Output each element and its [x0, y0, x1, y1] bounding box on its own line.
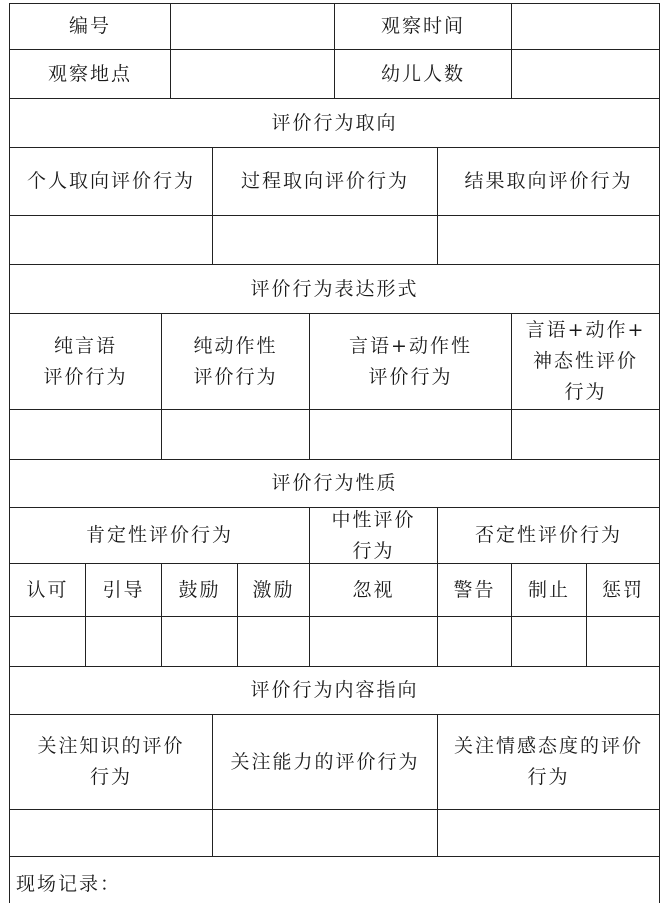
- observation-place-field[interactable]: [170, 50, 334, 98]
- expression-input-4[interactable]: [511, 410, 659, 459]
- header-row-2: [10, 50, 659, 99]
- orientation-input-row: [10, 216, 659, 265]
- nature-item-encourage: 鼓励: [161, 564, 237, 616]
- content-input-row: [10, 810, 659, 857]
- nature-group-negative: 否定性评价行为: [437, 508, 659, 563]
- content-input-2[interactable]: [212, 810, 437, 856]
- expression-header-row: [10, 314, 659, 410]
- nature-group-positive: 肯定性评价行为: [85, 524, 233, 546]
- header-row-1: [10, 4, 659, 50]
- expression-col-verbal-action: 言语+动作性 评价行为: [309, 314, 511, 409]
- orientation-col-result: 结果取向评价行为: [437, 148, 659, 215]
- content-col-emotion: 关注情感态度的评价 行为: [437, 715, 659, 809]
- orientation-title-row: [10, 99, 659, 148]
- orientation-header-row: [10, 148, 659, 216]
- expression-input-1[interactable]: [10, 410, 161, 459]
- nature-input-8[interactable]: [586, 617, 659, 666]
- orientation-title: 评价行为取向: [271, 111, 398, 134]
- number-label: 编号: [68, 15, 111, 37]
- nature-input-6[interactable]: [437, 617, 511, 666]
- nature-title: 评价行为性质: [271, 472, 398, 494]
- content-col-ability: 关注能力的评价行为: [212, 715, 437, 809]
- expression-col-verbal-action-expression: 言语+动作+ 神态性评价 行为: [511, 314, 659, 409]
- observation-form: [9, 3, 660, 903]
- nature-title-row: [10, 460, 659, 508]
- content-title-row: [10, 667, 659, 715]
- content-col-knowledge: 关注知识的评价 行为: [37, 735, 185, 788]
- nature-input-3[interactable]: [161, 617, 237, 666]
- orientation-input-result[interactable]: [437, 216, 659, 264]
- expression-input-2[interactable]: [161, 410, 309, 459]
- expression-input-3[interactable]: [309, 410, 511, 459]
- nature-input-7[interactable]: [511, 617, 586, 666]
- nature-item-punish: 惩罚: [586, 564, 659, 616]
- observation-time-label: 观察时间: [334, 4, 511, 49]
- child-count-field[interactable]: [511, 50, 659, 98]
- content-input-1[interactable]: [10, 810, 212, 856]
- nature-input-1[interactable]: [10, 617, 85, 666]
- orientation-col-personal: 个人取向评价行为: [26, 170, 195, 192]
- expression-title-row: [10, 265, 659, 314]
- field-record-label: 现场记录：: [16, 873, 122, 895]
- child-count-label: 幼儿人数: [334, 50, 511, 98]
- nature-item-approve: 认可: [26, 578, 69, 601]
- nature-item-stop: 制止: [511, 564, 586, 616]
- expression-col-verbal: 纯言语 评价行为: [43, 334, 128, 388]
- expression-input-row: [10, 410, 659, 460]
- number-field[interactable]: [170, 4, 334, 49]
- nature-item-row: [10, 564, 659, 617]
- nature-input-row: [10, 617, 659, 667]
- content-input-3[interactable]: [437, 810, 659, 856]
- nature-group-neutral: 中性评价 行为: [309, 508, 437, 563]
- content-title: 评价行为内容指向: [250, 679, 419, 701]
- nature-item-motivate: 激励: [237, 564, 309, 616]
- nature-item-warn: 警告: [437, 564, 511, 616]
- nature-item-ignore: 忽视: [309, 564, 437, 616]
- expression-title: 评价行为表达形式: [250, 277, 419, 300]
- orientation-input-process[interactable]: [212, 216, 437, 264]
- nature-input-2[interactable]: [85, 617, 161, 666]
- nature-input-5[interactable]: [309, 617, 437, 666]
- content-header-row: [10, 715, 659, 810]
- orientation-col-process: 过程取向评价行为: [212, 148, 437, 215]
- expression-col-action: 纯动作性 评价行为: [161, 314, 309, 409]
- nature-group-row: [10, 508, 659, 564]
- orientation-input-personal[interactable]: [10, 216, 212, 264]
- nature-item-guide: 引导: [85, 564, 161, 616]
- observation-place-label: 观察地点: [47, 62, 132, 85]
- observation-time-field[interactable]: [511, 4, 659, 49]
- field-record-area[interactable]: [10, 857, 659, 903]
- nature-input-4[interactable]: [237, 617, 309, 666]
